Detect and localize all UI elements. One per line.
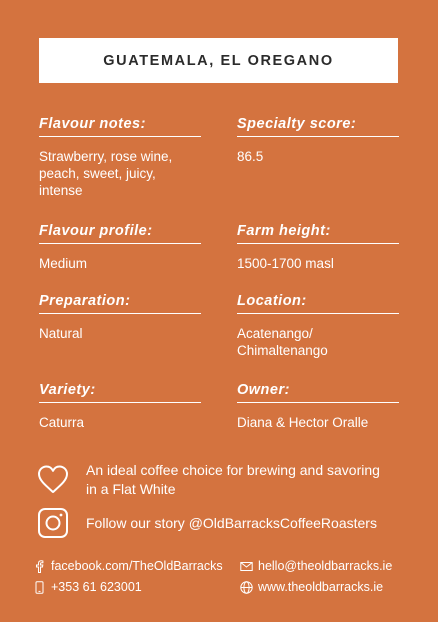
preparation-label: Preparation:	[39, 292, 201, 314]
phone-number[interactable]: +353 61 623001	[51, 580, 142, 594]
instagram-icon[interactable]	[36, 506, 70, 540]
email-icon	[240, 560, 253, 573]
farm-height-label: Farm height:	[237, 222, 399, 244]
location-label: Location:	[237, 292, 399, 314]
title-box	[39, 38, 398, 83]
specialty-score-label: Specialty score:	[237, 115, 399, 137]
variety-field	[39, 381, 201, 431]
website-link[interactable]: www.theoldbarracks.ie	[258, 580, 384, 594]
flavour-notes-label: Flavour notes:	[39, 115, 201, 137]
variety-label: Variety:	[39, 381, 201, 403]
heart-icon	[36, 463, 70, 497]
owner-label: Owner:	[237, 381, 399, 403]
facebook-icon	[33, 560, 46, 573]
facebook-contact[interactable]	[33, 557, 223, 575]
tagline-text: An ideal coffee choice for brewing and savoring in a Flat White	[86, 462, 380, 497]
owner-value: Diana & Hector Oralle	[237, 415, 369, 430]
farm-height-value: 1500-1700 masl	[237, 256, 334, 271]
specialty-score-value: 86.5	[237, 149, 264, 164]
location-value: Acatenango/ Chimaltenango	[237, 326, 328, 358]
globe-icon	[240, 581, 253, 594]
flavour-profile-value: Medium	[39, 256, 88, 271]
owner-field	[237, 381, 399, 431]
page-title: GUATEMALA, EL OREGANO	[103, 52, 334, 69]
location-field	[237, 292, 399, 359]
phone-icon	[33, 581, 46, 594]
flavour-notes-field	[39, 115, 201, 199]
email-link[interactable]: hello@theoldbarracks.ie	[258, 559, 393, 573]
variety-value: Caturra	[39, 415, 85, 430]
flavour-profile-label: Flavour profile:	[39, 222, 201, 244]
flavour-notes-value: Strawberry, rose wine, peach, sweet, juicy, intense	[39, 149, 173, 198]
flavour-profile-field	[39, 222, 201, 272]
preparation-field	[39, 292, 201, 342]
follow-row[interactable]	[36, 506, 386, 540]
preparation-value: Natural	[39, 326, 83, 341]
email-contact[interactable]	[240, 557, 392, 575]
website-contact[interactable]	[240, 578, 383, 596]
facebook-link[interactable]: facebook.com/TheOldBarracks	[51, 559, 223, 573]
phone-contact[interactable]	[33, 578, 142, 596]
farm-height-field	[237, 222, 399, 272]
specialty-score-field	[237, 115, 399, 165]
tagline-row	[36, 461, 386, 499]
follow-text[interactable]: Follow our story @OldBarracksCoffeeRoasters	[86, 514, 377, 531]
